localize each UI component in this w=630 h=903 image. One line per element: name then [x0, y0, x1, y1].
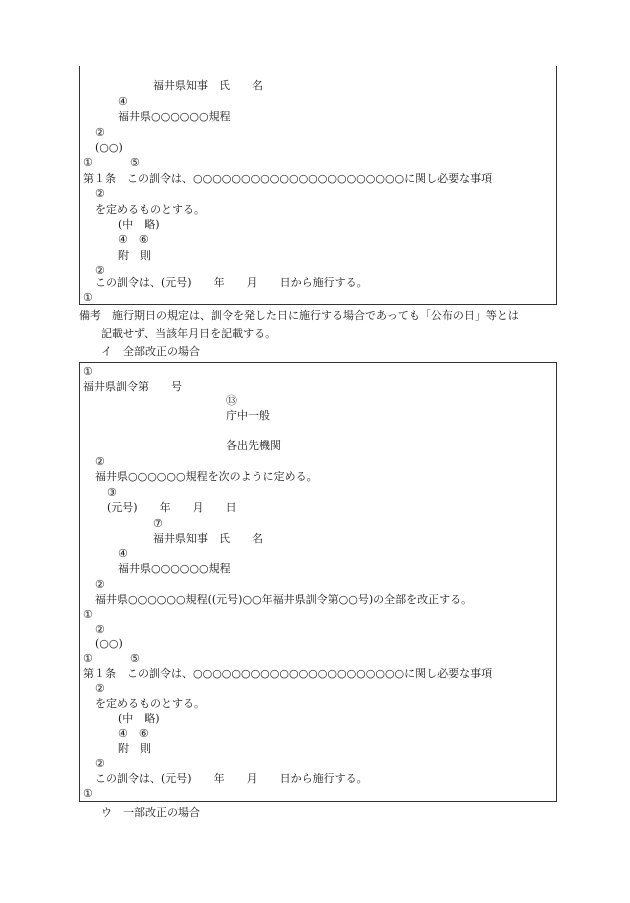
- regulation-title: 福井県○○○○○○規程: [118, 562, 231, 575]
- recipient-office-general: 庁中一般: [226, 409, 270, 422]
- regulation-example-box-full-revision: [79, 362, 557, 802]
- marker-2: ②: [95, 757, 105, 770]
- marker-4: ④: [118, 547, 128, 560]
- marker-2: ②: [95, 455, 105, 468]
- marker-5: ⑤: [130, 156, 140, 169]
- marker-2: ②: [95, 187, 105, 200]
- define-text: を定めるものとする。: [95, 203, 205, 216]
- marker-4: ④: [118, 95, 128, 108]
- directive-number: 福井県訓令第 号: [83, 380, 182, 393]
- marker-13: ⑬: [226, 394, 237, 407]
- article-1: 第１条 この訓令は、○○○○○○○○○○○○○○○○○○○○○○に関し必要な事項: [83, 667, 493, 680]
- marker-2: ②: [95, 623, 105, 636]
- marker-1: ①: [83, 652, 93, 665]
- article-1: 第１条 この訓令は、○○○○○○○○○○○○○○○○○○○○○○に関し必要な事項: [83, 172, 493, 185]
- note-line-1: 備考 施行期日の規定は、訓令を発した日に施行する場合であっても「公布の日」等とは: [79, 309, 519, 322]
- define-text: を定めるものとする。: [95, 697, 205, 710]
- date-line: (元号) 年 月 日: [107, 501, 237, 514]
- regulation-title: 福井県○○○○○○規程: [118, 110, 231, 123]
- omitted-middle: (中 略): [118, 218, 160, 231]
- omitted-middle: (中 略): [118, 712, 160, 725]
- effective-date-text: この訓令は、(元号) 年 月 日から施行する。: [95, 772, 368, 785]
- effective-date-text: この訓令は、(元号) 年 月 日から施行する。: [95, 276, 368, 289]
- marker-4-6: ④ ⑥: [118, 727, 149, 740]
- marker-1: ①: [83, 608, 93, 621]
- section-heading-partial-revision: ウ 一部改正の場合: [101, 806, 200, 819]
- enactment-text: 福井県○○○○○○規程を次のように定める。: [95, 470, 318, 483]
- marker-1: ①: [83, 787, 93, 800]
- marker-7: ⑦: [153, 517, 163, 530]
- governor-name: 福井県知事 氏 名: [153, 532, 263, 545]
- marker-5: ⑤: [130, 652, 140, 665]
- marker-2: ②: [95, 578, 105, 591]
- paren-oo: (○○): [95, 637, 123, 650]
- full-revision-text: 福井県○○○○○○規程((元号)○○年福井県訓令第○○号)の全部を改正する。: [95, 593, 473, 606]
- marker-1: ①: [83, 291, 93, 304]
- recipient-branch-offices: 各出先機関: [226, 439, 281, 452]
- marker-1: ①: [83, 156, 93, 169]
- governor-name: 福井県知事 氏 名: [153, 79, 263, 92]
- marker-1: ①: [83, 365, 93, 378]
- supplementary-heading: 附 則: [118, 249, 151, 262]
- marker-2: ②: [95, 682, 105, 695]
- note-line-2: 記載せず、当該年月日を記載する。: [101, 327, 277, 340]
- section-heading-full-revision: イ 全部改正の場合: [101, 345, 200, 358]
- marker-2: ②: [95, 126, 105, 139]
- marker-3: ③: [107, 486, 117, 499]
- marker-4-6: ④ ⑥: [118, 233, 149, 246]
- paren-oo: (○○): [95, 141, 123, 154]
- supplementary-heading: 附 則: [118, 742, 151, 755]
- marker-2: ②: [95, 264, 105, 277]
